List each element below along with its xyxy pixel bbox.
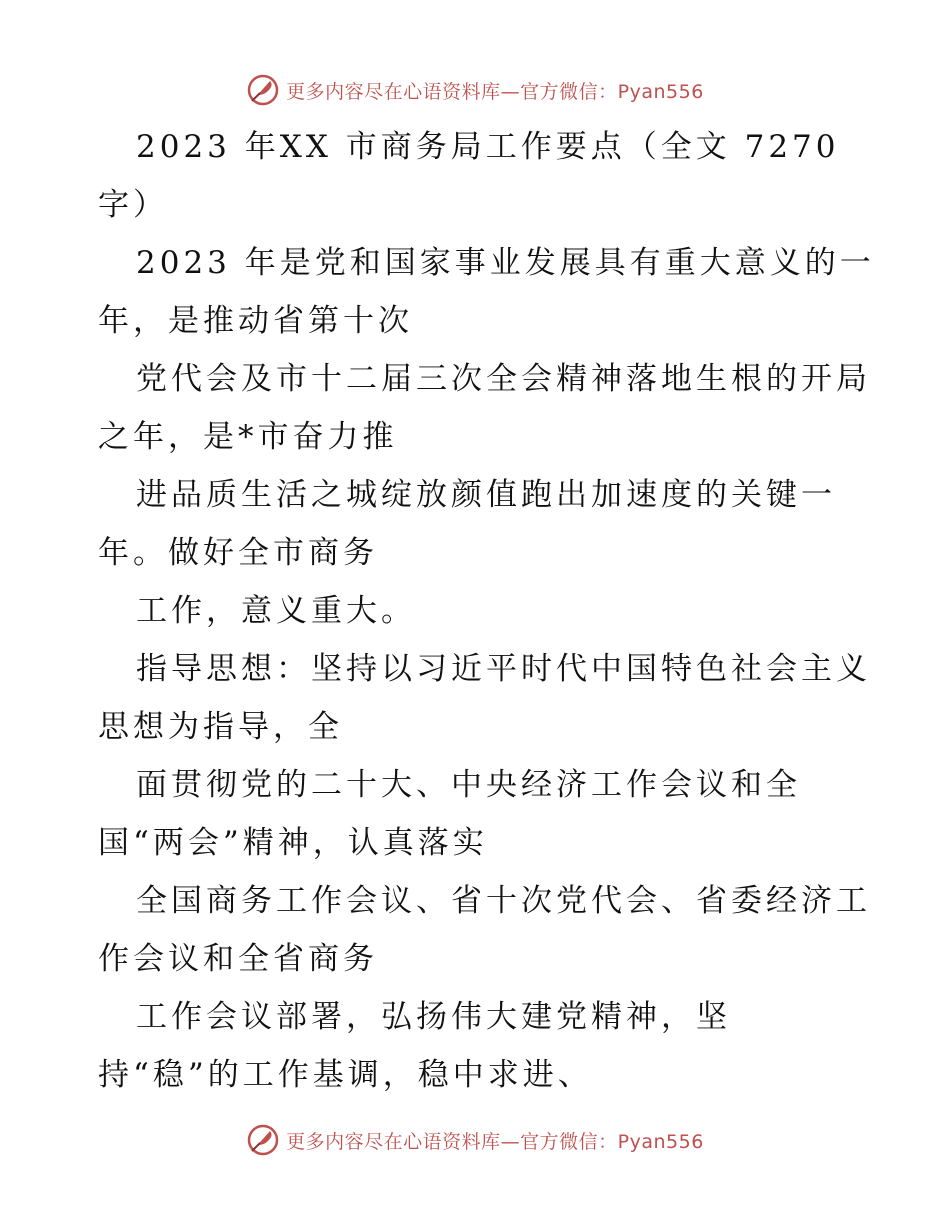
text-line: 2023 年XX 市商务局工作要点（全文 7270 [136,129,840,165]
feather-logo-icon [246,73,280,107]
header-watermark [0,70,950,110]
text-line: 进品质生活之城绽放颜值跑出加速度的关键一 [136,477,836,513]
text-line: 党代会及市十二届三次全会精神落地生根的开局 [136,361,871,397]
paragraph-block [98,118,875,1104]
watermark-text: 更多内容尽在心语资料库—官方微信：Pyan556 [286,1130,704,1153]
text-line: 字） [98,187,168,223]
feather-logo-icon [246,1123,280,1157]
text-line: 持“稳”的工作基调，稳中求进、 [98,1057,593,1093]
text-line: 2023 年是党和国家事业发展具有重大意义的一 [136,245,875,281]
document-body [98,118,875,1104]
footer-watermark [0,1120,950,1160]
text-line: 工作会议部署，弘扬伟大建党精神，坚 [136,999,731,1035]
text-line: 国“两会”精神，认真落实 [98,825,488,861]
text-line: 工作，意义重大。 [136,593,416,629]
text-line: 全国商务工作会议、省十次党代会、省委经济工 [136,883,871,919]
text-line: 指导思想：坚持以习近平时代中国特色社会主义 [136,651,871,687]
text-line: 作会议和全省商务 [98,941,378,977]
text-line: 年。做好全市商务 [98,535,378,571]
text-line: 思想为指导，全 [98,709,343,745]
watermark-text: 更多内容尽在心语资料库—官方微信：Pyan556 [286,80,704,103]
text-line: 之年，是*市奋力推 [98,419,398,455]
text-line: 年，是推动省第十次 [98,303,413,339]
text-line: 面贯彻党的二十大、中央经济工作会议和全 [136,767,801,803]
